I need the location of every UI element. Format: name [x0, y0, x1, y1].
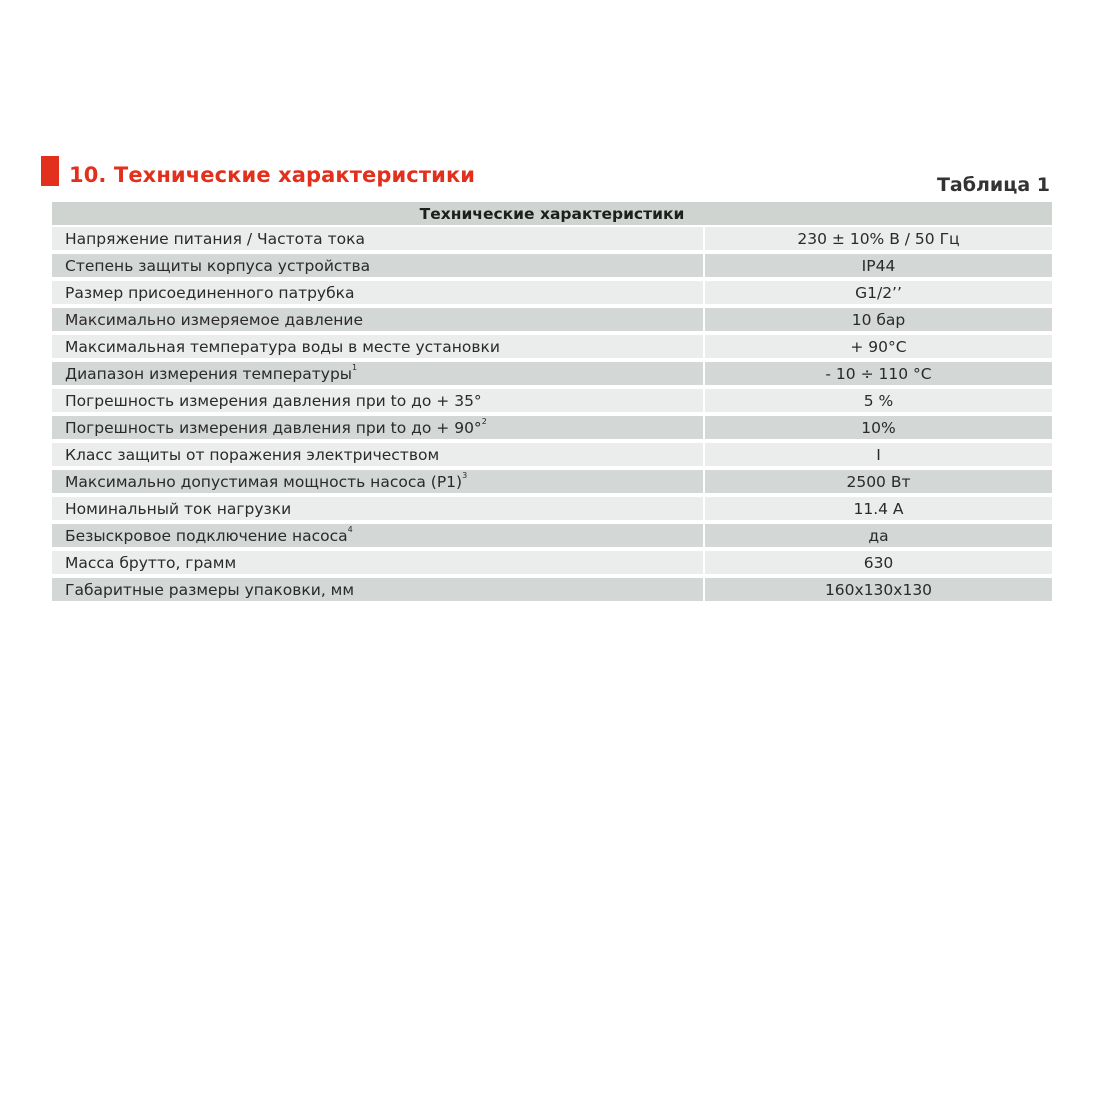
row-value: I — [705, 443, 1052, 470]
table-row — [52, 254, 1052, 281]
table-row — [52, 227, 1052, 254]
table-row — [52, 551, 1052, 578]
table-row — [52, 524, 1052, 551]
row-value: IP44 — [705, 254, 1052, 281]
row-value: - 10 ÷ 110 °C — [705, 362, 1052, 389]
row-value: G1/2’’ — [705, 281, 1052, 308]
row-name: Безыскровое подключение насоса$^4$ — [52, 524, 705, 551]
table-header-row — [52, 202, 1052, 227]
table-row — [52, 335, 1052, 362]
table-header: Технические характеристики — [52, 202, 1052, 227]
row-value: 11.4 А — [705, 497, 1052, 524]
row-name: Габаритные размеры упаковки, мм — [52, 578, 705, 605]
table-row — [52, 281, 1052, 308]
row-value: + 90°C — [705, 335, 1052, 362]
row-value: 2500 Вт — [705, 470, 1052, 497]
row-name: Напряжение питания / Частота тока — [52, 227, 705, 254]
row-name: Максимально допустимая мощность насоса $(P1)^3$ — [52, 470, 705, 497]
table-row — [52, 497, 1052, 524]
table-row — [52, 578, 1052, 605]
row-name: Размер присоединенного патрубка — [52, 281, 705, 308]
row-value: 160x130x130 — [705, 578, 1052, 605]
row-value: да — [705, 524, 1052, 551]
row-name: Класс защиты от поражения электричеством — [52, 443, 705, 470]
table-row — [52, 470, 1052, 497]
footnote-mark: 2 — [481, 417, 487, 427]
footnote-mark: 1 — [352, 363, 358, 373]
table-row — [52, 362, 1052, 389]
row-value: 10 бар — [705, 308, 1052, 335]
row-name: Погрешность измерения давления при to до + 90°$^2$ — [52, 416, 705, 443]
row-value: 10% — [705, 416, 1052, 443]
table-row — [52, 308, 1052, 335]
table-label: Таблица 1 — [936, 174, 1050, 196]
row-name: Диапазон измерения температуры$^1$ — [52, 362, 705, 389]
table-row — [52, 416, 1052, 443]
table-row — [52, 389, 1052, 416]
row-name: Погрешность измерения давления при to до + 35° — [52, 389, 705, 416]
row-name: Масса брутто, грамм — [52, 551, 705, 578]
footnote-mark: 3 — [462, 471, 468, 481]
section-marker — [41, 156, 59, 186]
row-name: Степень защиты корпуса устройства — [52, 254, 705, 281]
row-value: 630 — [705, 551, 1052, 578]
section-title: 10. Технические характеристики — [69, 163, 476, 187]
spec-table — [52, 202, 1052, 605]
row-value: 230 ± 10% В / 50 Гц — [705, 227, 1052, 254]
row-name: Номинальный ток нагрузки — [52, 497, 705, 524]
row-name: Максимально измеряемое давление — [52, 308, 705, 335]
table-row — [52, 443, 1052, 470]
row-value: 5 % — [705, 389, 1052, 416]
footnote-mark: 4 — [347, 525, 353, 535]
row-name: Максимальная температура воды в месте установки — [52, 335, 705, 362]
